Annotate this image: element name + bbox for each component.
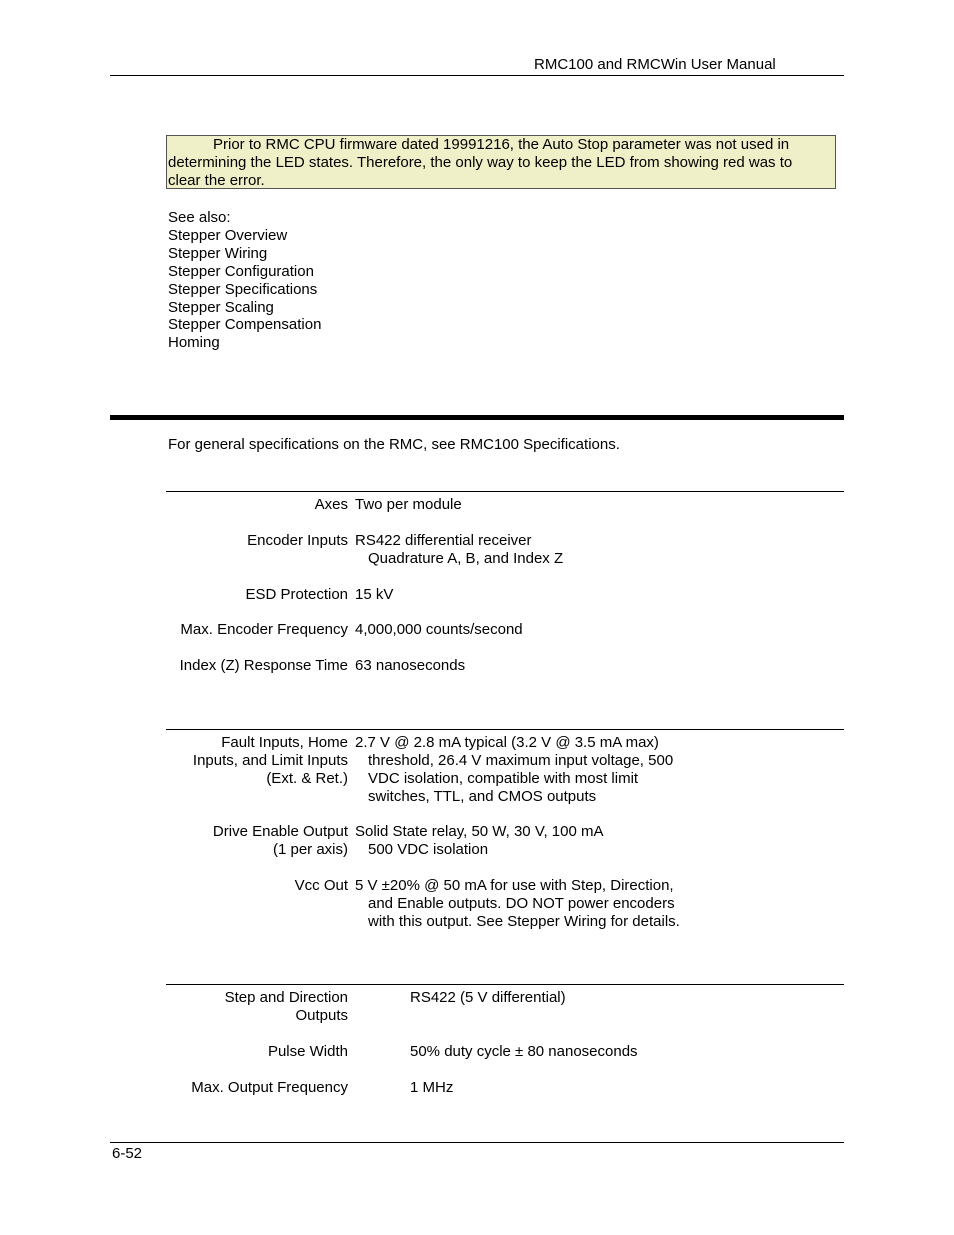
see-also-link-stepper-wiring[interactable]: Stepper Wiring (168, 244, 268, 262)
note-line: determining the LED states. Therefore, the only way to keep the LED from showing red was to (168, 154, 793, 171)
spec-label-pulse-width: Pulse Width (267, 1043, 348, 1060)
note-line: clear the error. (168, 172, 265, 189)
see-also-link-stepper-compensation[interactable]: Stepper Compensation (168, 316, 322, 334)
spec-value-step-direction: RS422 (5 V differential) (410, 989, 566, 1006)
note-box (166, 135, 836, 189)
spec-label-max-output-frequency: Max. Output Frequency (191, 1079, 348, 1096)
page-number: 6-52 (112, 1145, 143, 1162)
spec-value-encoder-inputs: RS422 differential receiver (355, 532, 532, 549)
see-also-link-stepper-scaling[interactable]: Stepper Scaling (168, 298, 274, 316)
table-rule (166, 491, 844, 492)
header-title: RMC100 and RMCWin User Manual (534, 56, 776, 73)
spec-label-fault-inputs: Inputs, and Limit Inputs (192, 752, 348, 769)
spec-label-esd: ESD Protection (245, 586, 348, 603)
see-also-link-stepper-overview[interactable]: Stepper Overview (168, 226, 288, 244)
header-rule (110, 75, 844, 76)
spec-value-drive-enable: Solid State relay, 50 W, 30 V, 100 mA (355, 823, 604, 840)
spec-value-max-output-frequency: 1 MHz (410, 1079, 454, 1096)
see-also-link-stepper-configuration[interactable]: Stepper Configuration (168, 262, 314, 280)
spec-label-fault-inputs: Fault Inputs, Home (221, 734, 348, 751)
note-line: Prior to RMC CPU firmware dated 19991216, the Auto Stop parameter was not used in (213, 136, 790, 153)
see-also (168, 209, 321, 352)
spec-label-axes: Axes (314, 496, 348, 513)
spec-label-encoder-inputs: Encoder Inputs (247, 532, 348, 549)
spec-value-esd: 15 kV (355, 586, 394, 603)
spec-value-vcc-out: 5 V ±20% @ 50 mA for use with Step, Direction, (355, 877, 674, 894)
see-also-heading: See also: (168, 209, 231, 226)
spec-value-encoder-inputs: Quadrature A, B, and Index Z (368, 550, 564, 567)
see-also-link-stepper-specifications[interactable]: Stepper Specifications (168, 280, 318, 298)
spec-label-step-direction: Outputs (295, 1007, 348, 1024)
section-rule (110, 415, 844, 420)
table-rule (166, 984, 844, 985)
spec-label-max-encoder-frequency: Max. Encoder Frequency (180, 621, 348, 638)
spec-value-max-encoder-frequency: 4,000,000 counts/second (355, 621, 523, 638)
spec-value-axes: Two per module (355, 496, 462, 513)
spec-value-vcc-out: with this output. See Stepper Wiring for details. (368, 913, 680, 930)
spec-label-drive-enable: Drive Enable Output (212, 823, 348, 840)
table-rule (166, 729, 844, 730)
spec-value-fault-inputs: 2.7 V @ 2.8 mA typical (3.2 V @ 3.5 mA max) (355, 734, 659, 751)
spec-value-index-response: 63 nanoseconds (355, 657, 466, 674)
spec-value-fault-inputs: switches, TTL, and CMOS outputs (368, 788, 597, 805)
spec-value-vcc-out: and Enable outputs. DO NOT power encoders (368, 895, 675, 912)
spec-label-drive-enable: (1 per axis) (272, 841, 348, 858)
intro-text: For general specifications on the RMC, see RMC100 Specifications. (168, 436, 620, 453)
spec-label-vcc-out: Vcc Out (294, 877, 348, 894)
spec-value-fault-inputs: VDC isolation, compatible with most limit (368, 770, 639, 787)
see-also-link-homing[interactable]: Homing (168, 334, 220, 352)
spec-value-fault-inputs: threshold, 26.4 V maximum input voltage, 500 (368, 752, 674, 769)
spec-value-pulse-width: 50% duty cycle ± 80 nanoseconds (410, 1043, 638, 1060)
spec-label-fault-inputs: (Ext. & Ret.) (266, 770, 348, 787)
spec-value-drive-enable: 500 VDC isolation (368, 841, 489, 858)
spec-label-step-direction: Step and Direction (224, 989, 348, 1006)
spec-label-index-response: Index (Z) Response Time (179, 657, 348, 674)
footer-rule (110, 1142, 844, 1143)
